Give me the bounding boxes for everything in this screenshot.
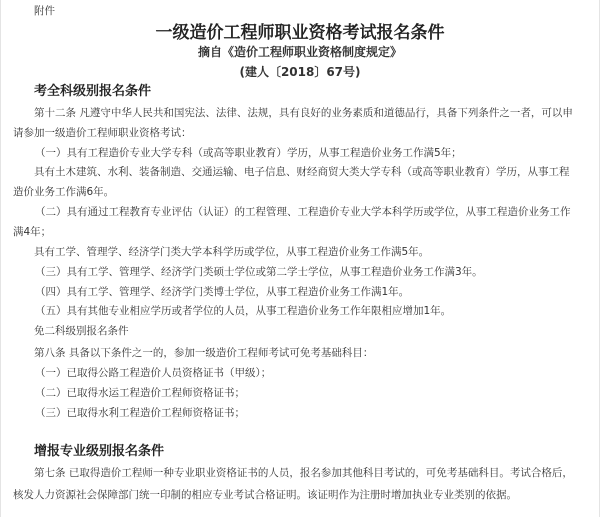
- document-number: (建人〔2018〕67号): [239, 65, 361, 79]
- paragraph-line: （一）具有工程造价专业大学专科（或高等职业教育）学历，从事工程造价业务工作满5年；: [35, 147, 462, 159]
- paragraph-line: （二）具有通过工程教育专业评估（认证）的工程管理、工程造价专业大学本科学历或学位，从事工程造价业务工作: [35, 206, 571, 218]
- paragraph-line: （一）已取得公路工程造价人员资格证书（甲级）；: [35, 367, 272, 379]
- paragraph-line: （三）具有工学、管理学、经济学门类硕士学位或第二学士学位，从事工程造价业务工作满3年。: [35, 266, 483, 278]
- attachment-label: 附件: [34, 5, 55, 17]
- document-subtitle: 摘自《造价工程师职业资格制度规定》: [197, 45, 402, 59]
- paragraph-line: 具有工学、管理学、经济学门类大学本科学历或学位，从事工程造价业务工作满5年。: [34, 246, 430, 258]
- paragraph-line: 第八条 具备以下条件之一的，参加一级造价工程师考试可免考基础科目：: [34, 347, 374, 359]
- paragraph-line: （三）已取得水利工程造价工程师资格证书；: [35, 407, 245, 419]
- section-heading-full: 考全科级别报名条件: [34, 84, 152, 99]
- paragraph-line: （二）已取得水运工程造价工程师资格证书；: [35, 387, 245, 399]
- paragraph-line: 第七条 已取得造价工程师一种专业职业资格证书的人员，报名参加其他科目考试的，可免考基础科目。考试合格后，: [34, 467, 573, 479]
- paragraph-line: （五）具有其他专业相应学历或者学位的人员，从事工程造价业务工作年限相应增加1年。: [35, 305, 452, 317]
- paragraph-line: 造价业务工作满6年。: [13, 186, 115, 198]
- paragraph-line: （四）具有工学、管理学、经济学门类博士学位，从事工程造价业务工作满1年。: [35, 286, 410, 298]
- paragraph-line: 请参加一级造价工程师职业资格考试：: [13, 127, 192, 139]
- paragraph-line: 核发人力资源社会保障部门统一印制的相应专业考试合格证明。该证明作为注册时增加执业专业类别的依据。: [13, 489, 517, 501]
- document-title: 一级造价工程师职业资格考试报名条件: [155, 23, 445, 43]
- paragraph-line: 具有土木建筑、水利、装备制造、交通运输、电子信息、财经商贸大类大学专科（或高等职业教育）学历，从事工程: [34, 166, 570, 178]
- paragraph-line: 第十二条 凡遵守中华人民共和国宪法、法律、法规，具有良好的业务素质和道德品行，具备下列条件之一者，可以申: [34, 107, 573, 119]
- paragraph-line: 满4年；: [13, 226, 52, 238]
- section-heading-exempt: 免二科级别报名条件: [34, 325, 129, 337]
- section-heading-add: 增报专业级别报名条件: [34, 444, 165, 459]
